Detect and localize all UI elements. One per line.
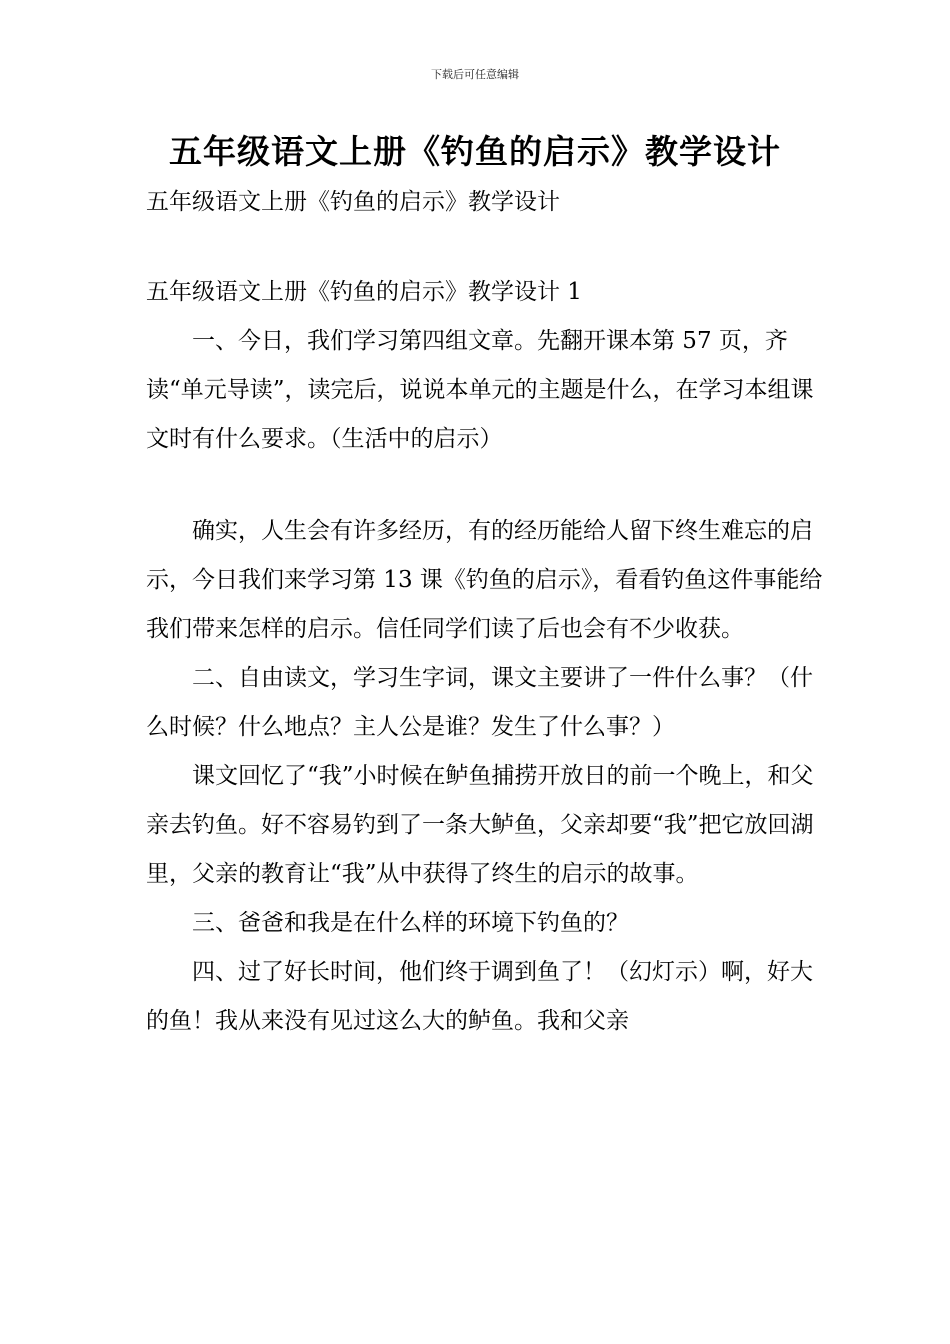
paragraph-5: 三、爸爸和我是在什么样的环境下钓鱼的？: [192, 910, 629, 936]
paragraph-3: 二、自由读文，学习生字词，课文主要讲了一件什么事？（什么时候？什么地点？主人公是谁？发生了什么事？）: [146, 665, 813, 740]
document-title: 五年级语文上册《钓鱼的启示》教学设计: [169, 132, 781, 171]
paragraph-6: 四、过了好长时间，他们终于调到鱼了！（幻灯示）啊，好大的鱼！我从来没有见过这么大的鲈鱼。我和父亲: [146, 959, 813, 1034]
section-heading: 五年级语文上册《钓鱼的启示》教学设计 1: [146, 279, 582, 305]
paragraph-4: 课文回忆了“我”小时候在鲈鱼捕捞开放日的前一个晚上，和父亲去钓鱼。好不容易钓到了一条大鲈鱼，父亲却要“我”把它放回湖里，父亲的教育让“我”从中获得了终生的启示的故事。: [146, 763, 814, 887]
document-body: [146, 178, 826, 1046]
paragraph-2: 确实，人生会有许多经历，有的经历能给人留下终生难忘的启示，今日我们来学习第 13 课《钓鱼的启示》，看看钓鱼这件事能给我们带来怎样的启示。信任同学们读了后也会有不少收获。: [146, 518, 823, 642]
header-note: 下载后可任意编辑: [431, 68, 519, 81]
document-subtitle: 五年级语文上册《钓鱼的启示》教学设计: [146, 189, 560, 215]
paragraph-1: 一、今日，我们学习第四组文章。先翻开课本第 57 页，齐读“单元导读”，读完后，说说本单元的主题是什么，在学习本组课文时有什么要求。（生活中的启示）: [146, 328, 814, 452]
